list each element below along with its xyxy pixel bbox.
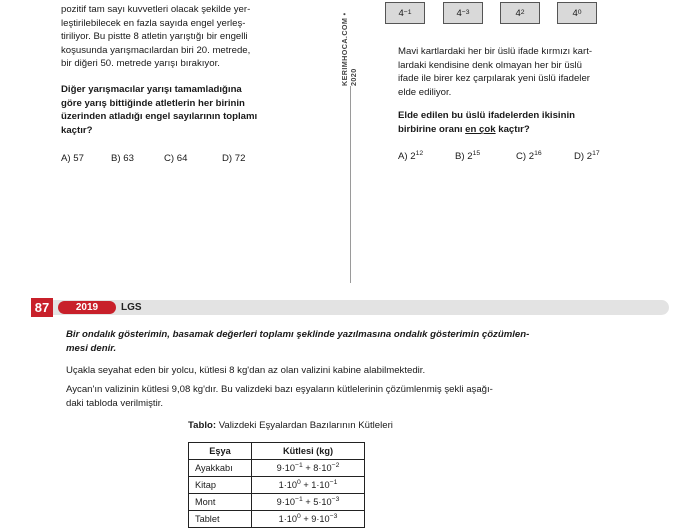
item-cell: Tablet	[189, 511, 252, 528]
text-line: kaçtır?	[61, 124, 93, 136]
card-base: 4	[515, 7, 521, 19]
text-line: lardaki kendisine denk olmayan her bir üslü	[398, 59, 582, 71]
text-line: koşusunda yarışmacılardan biri 20. metrede,	[61, 44, 251, 56]
exp: −1	[295, 495, 303, 503]
text-line: Bir ondalık gösterimin, basamak değerleri toplamı şeklinde yazılmasına ondalık gösterimin çözümlen-	[66, 329, 530, 340]
header-item: Eşya	[189, 443, 252, 460]
text-line: Aycan'ın valizinin kütlesi 9,08 kg'dır. Bu valizdeki bazı eşyaların kütlelerinin çözümlenmiş şekli aşağı-	[66, 384, 493, 395]
option-d[interactable]	[574, 151, 600, 162]
exp: 0	[297, 512, 301, 520]
item-cell: Ayakkabı	[189, 460, 252, 477]
exp: −1	[295, 461, 303, 469]
text-line: bir diğeri 50. metrede yarışı bırakıyor.	[61, 58, 220, 69]
text-line: leştirilebilecek en fazla sayıda engel yerleş-	[61, 17, 246, 29]
option-b[interactable]	[455, 151, 480, 162]
option-c[interactable]	[516, 151, 542, 162]
option-exp: 16	[534, 149, 542, 157]
exp: −2	[331, 461, 340, 469]
option-c[interactable]: C) 64	[164, 153, 188, 164]
option-exp: 15	[472, 149, 481, 157]
text-line	[398, 123, 668, 137]
card-2: 4 −3	[443, 2, 483, 24]
header-mass: Kütlesi (kg)	[252, 443, 365, 460]
text-fragment: kaçtır?	[495, 123, 530, 135]
card-1: 4 −1	[385, 2, 425, 24]
option-exp: 12	[415, 149, 424, 157]
right-question-text	[398, 45, 668, 99]
question-number-badge: 87	[31, 298, 53, 317]
year-badge: 2019	[58, 301, 116, 314]
option-d[interactable]: D) 72	[222, 153, 246, 164]
text-fragment: birbirine oranı	[398, 123, 466, 135]
card-4: 4 0	[557, 2, 597, 24]
exp: −1	[329, 478, 338, 486]
text-line: Diğer yarışmacılar yarışı tamamladığına	[61, 84, 242, 95]
card-3: 4 2	[500, 2, 540, 24]
term: + 5·10	[302, 497, 332, 507]
text-line: pozitif tam sayı kuvvetleri olacak şekilde yer-	[61, 4, 251, 15]
mass-cell	[252, 477, 365, 494]
text-line: göre yarış bittiğinde atletlerin her birinin	[61, 97, 245, 109]
watermark: KERIMHOCA.COM • 2020	[340, 0, 360, 86]
paragraph-2	[66, 383, 666, 410]
exp: 0	[297, 478, 301, 486]
text-line: mesi denir.	[66, 342, 117, 354]
card-base: 4	[398, 7, 404, 19]
term: 1·10	[278, 480, 297, 490]
option-label: A) 2	[398, 151, 416, 162]
table-header-row	[189, 443, 365, 460]
card-base: 4	[456, 7, 462, 19]
text-line: ifade ile birer kez çarpılarak yeni üslü ifadeler	[398, 73, 590, 84]
term: 9·10	[276, 463, 296, 473]
caption-text: Valizdeki Eşyalardan Bazılarının Kütleleri	[216, 420, 393, 431]
term: 1·10	[278, 514, 297, 524]
exp: −3	[331, 495, 340, 503]
right-question-prompt	[398, 109, 668, 136]
item-cell: Mont	[189, 494, 252, 511]
text-line: Mavi kartlardaki her bir üslü ifade kırmızı kart-	[398, 46, 593, 57]
left-question-text	[61, 3, 336, 71]
text-line: tiriliyor. Bu pistte 8 atletin yarıştığı bir engelli	[61, 31, 248, 42]
term: + 9·10	[300, 514, 330, 524]
underlined-text: en çok	[465, 123, 496, 135]
term: + 1·10	[300, 480, 330, 490]
option-exp: 17	[592, 149, 600, 157]
item-cell: Kitap	[189, 477, 252, 494]
text-line: elde ediliyor.	[398, 86, 452, 98]
mass-cell	[252, 494, 365, 511]
option-a[interactable]: A) 57	[61, 153, 84, 164]
term: 9·10	[276, 497, 296, 507]
exam-label: LGS	[121, 302, 142, 313]
exp: −3	[329, 512, 338, 520]
option-label: C) 2	[516, 151, 535, 162]
paragraph-1: Uçakla seyahat eden bir yolcu, kütlesi 8 kg'dan az olan valizini kabine alabilmektedir.	[66, 365, 426, 376]
text-line: daki tabloda verilmiştir.	[66, 397, 164, 409]
option-label: B) 2	[455, 151, 473, 162]
card-base: 4	[572, 7, 578, 19]
text-line: üzerinden atladığı engel sayılarının toplamı	[61, 111, 258, 122]
option-label: D) 2	[574, 151, 593, 162]
table-caption	[188, 419, 393, 433]
table-row	[189, 477, 365, 494]
definition-text	[66, 328, 666, 355]
text-line: Elde edilen bu üslü ifadelerden ikisinin	[398, 110, 575, 121]
caption-label: Tablo:	[188, 420, 217, 431]
term: + 8·10	[302, 463, 332, 473]
option-a[interactable]	[398, 151, 423, 162]
table-row	[189, 460, 365, 477]
mass-table	[188, 442, 365, 528]
mass-cell	[252, 460, 365, 477]
left-question-prompt	[61, 83, 336, 137]
option-b[interactable]: B) 63	[111, 153, 134, 164]
table-row	[189, 494, 365, 511]
